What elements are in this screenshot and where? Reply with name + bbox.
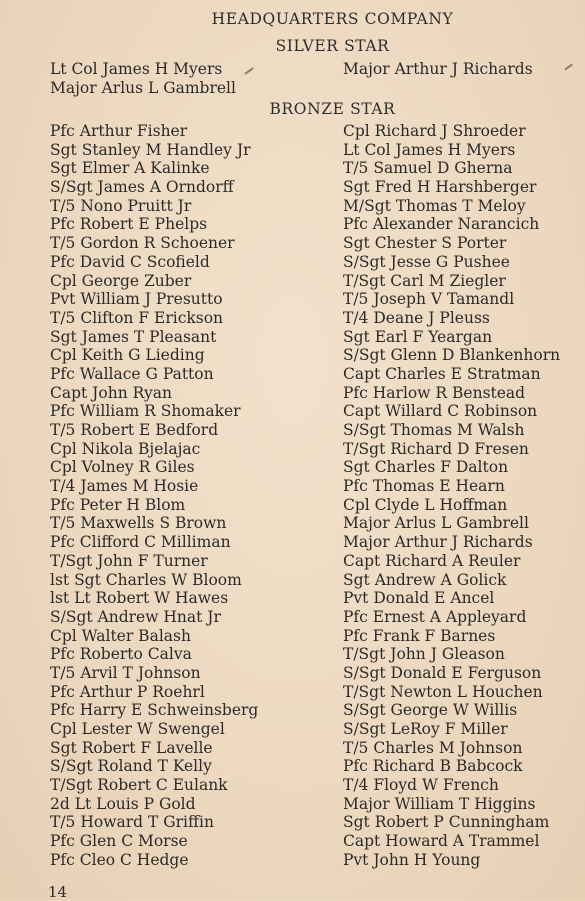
list-item: T/5 Arvil T Johnson	[50, 663, 201, 682]
list-item: Capt Charles E Stratman	[343, 364, 541, 383]
list-item: S/Sgt Donald E Ferguson	[343, 663, 542, 682]
list-item: Major Arthur J Richards	[343, 533, 533, 552]
list-item: Pfc Alexander Narancich	[343, 215, 540, 234]
list-item: Sgt Chester S Porter	[343, 234, 507, 253]
list-item: Major Arlus L Gambrell	[343, 514, 529, 533]
list-item: Cpl Walter Balash	[50, 626, 191, 645]
list-item: T/Sgt John F Turner	[50, 551, 208, 570]
list-item: Sgt Stanley M Handley Jr	[50, 140, 251, 159]
silver-star-heading: SILVER STAR	[275, 37, 390, 55]
list-item: Lt Col James H Myers	[50, 60, 223, 78]
list-item: Major William T Higgins	[343, 794, 536, 813]
list-item: T/5 Howard T Griffin	[50, 813, 214, 832]
list-item: T/Sgt Robert C Eulank	[50, 776, 228, 795]
company-heading: HEADQUARTERS COMPANY	[211, 10, 454, 28]
list-item: Pfc Clifford C Milliman	[50, 533, 231, 552]
list-item: S/Sgt LeRoy F Miller	[343, 720, 508, 738]
list-item: S/Sgt Glenn D Blankenhorn	[343, 346, 561, 365]
list-item: Sgt Robert P Cunningham	[343, 813, 550, 832]
bronze-star-heading: BRONZE STAR	[269, 100, 396, 118]
list-item: Capt Richard A Reuler	[343, 551, 521, 570]
list-item: Cpl Richard J Shroeder	[343, 122, 526, 140]
list-item: Cpl Volney R Giles	[50, 458, 195, 477]
list-item: S/Sgt Roland T Kelly	[50, 757, 212, 776]
list-item: Sgt Earl F Yeargan	[343, 327, 493, 346]
list-item: Sgt Andrew A Golick	[343, 570, 507, 589]
list-item: Sgt Elmer A Kalinke	[50, 159, 210, 178]
list-item: lst Lt Robert W Hawes	[50, 589, 229, 608]
list-item: Cpl Clyde L Hoffman	[343, 495, 508, 514]
list-item: T/Sgt Newton L Houchen	[343, 682, 543, 701]
list-item: Pfc Robert E Phelps	[50, 215, 208, 234]
list-item: S/Sgt George W Willis	[343, 701, 518, 720]
list-item: T/5 Gordon R Schoener	[50, 234, 235, 253]
page-number: 14	[48, 883, 68, 901]
list-item: Cpl Lester W Swengel	[50, 720, 225, 738]
list-item: S/Sgt James A Orndorff	[50, 178, 234, 197]
list-item: T/4 Deane J Pleuss	[343, 308, 490, 327]
silver-star-left-column	[50, 60, 236, 97]
list-item: Pfc Arthur P Roehrl	[50, 682, 205, 701]
list-item: Pvt William J Presutto	[50, 290, 223, 309]
list-item: Pfc Harry E Schweinsberg	[50, 701, 259, 720]
list-item: 2d Lt Louis P Gold	[50, 794, 196, 813]
list-item: Cpl Nikola Bjelajac	[50, 439, 201, 458]
list-item: T/4 James M Hosie	[50, 477, 199, 496]
list-item: Pfc David C Scofield	[50, 252, 210, 271]
list-item: lst Sgt Charles W Bloom	[50, 570, 242, 589]
silver-star-right-column	[343, 60, 533, 79]
list-item: Pfc Arthur Fisher	[50, 122, 188, 140]
list-item: T/Sgt John J Gleason	[343, 645, 505, 664]
list-item: Pfc Wallace G Patton	[50, 364, 214, 383]
list-item: T/5 Joseph V Tamandl	[343, 290, 515, 309]
list-item: Pfc Cleo C Hedge	[50, 850, 189, 869]
list-item: S/Sgt Andrew Hnat Jr	[50, 607, 221, 626]
list-item: Sgt Charles F Dalton	[343, 458, 509, 477]
bronze-star-left-column	[50, 122, 258, 870]
list-item: Cpl George Zuber	[50, 271, 192, 290]
list-item: T/5 Samuel D Gherna	[343, 159, 513, 178]
list-item: Sgt Fred H Harshberger	[343, 178, 537, 197]
list-item: Sgt Robert F Lavelle	[50, 738, 213, 757]
list-item: Capt Howard A Trammel	[343, 832, 540, 851]
list-item: T/5 Charles M Johnson	[343, 738, 523, 757]
list-item: T/5 Robert E Bedford	[50, 421, 219, 439]
list-item: Capt Willard C Robinson	[343, 402, 538, 421]
list-item: Pfc Roberto Calva	[50, 645, 192, 664]
list-item: Pfc Frank F Barnes	[343, 626, 496, 645]
list-item: Major Arthur J Richards	[343, 60, 533, 78]
list-item: Sgt James T Pleasant	[50, 327, 217, 346]
list-item: T/Sgt Richard D Fresen	[343, 439, 529, 458]
list-item: S/Sgt Thomas M Walsh	[343, 421, 525, 439]
list-item: Pfc Peter H Blom	[50, 495, 186, 514]
list-item: Pvt John H Young	[343, 850, 481, 869]
list-item: S/Sgt Jesse G Pushee	[343, 252, 510, 271]
list-item: Pfc Glen C Morse	[50, 832, 188, 851]
list-item: Pfc William R Shomaker	[50, 402, 241, 421]
list-item: Major Arlus L Gambrell	[50, 78, 236, 97]
list-item: Pfc Ernest A Appleyard	[343, 607, 527, 626]
list-item: Lt Col James H Myers	[343, 140, 516, 159]
list-item: T/4 Floyd W French	[343, 776, 499, 795]
list-item: Pfc Thomas E Hearn	[343, 477, 505, 496]
list-item: T/5 Clifton F Erickson	[50, 308, 224, 327]
list-item: Pvt Donald E Ancel	[343, 589, 495, 608]
list-item: T/Sgt Carl M Ziegler	[343, 271, 506, 290]
pencil-tick-mark	[244, 67, 253, 74]
list-item: M/Sgt Thomas T Meloy	[343, 196, 526, 215]
list-item: T/5 Nono Pruitt Jr	[50, 196, 192, 215]
list-item: Pfc Richard B Babcock	[343, 757, 523, 776]
list-item: T/5 Maxwells S Brown	[50, 514, 227, 533]
bronze-star-right-column	[343, 122, 560, 870]
pencil-tick-mark	[564, 64, 572, 70]
list-item: Cpl Keith G Lieding	[50, 346, 205, 365]
list-item: Pfc Harlow R Benstead	[343, 383, 526, 402]
list-item: Capt John Ryan	[50, 383, 172, 402]
